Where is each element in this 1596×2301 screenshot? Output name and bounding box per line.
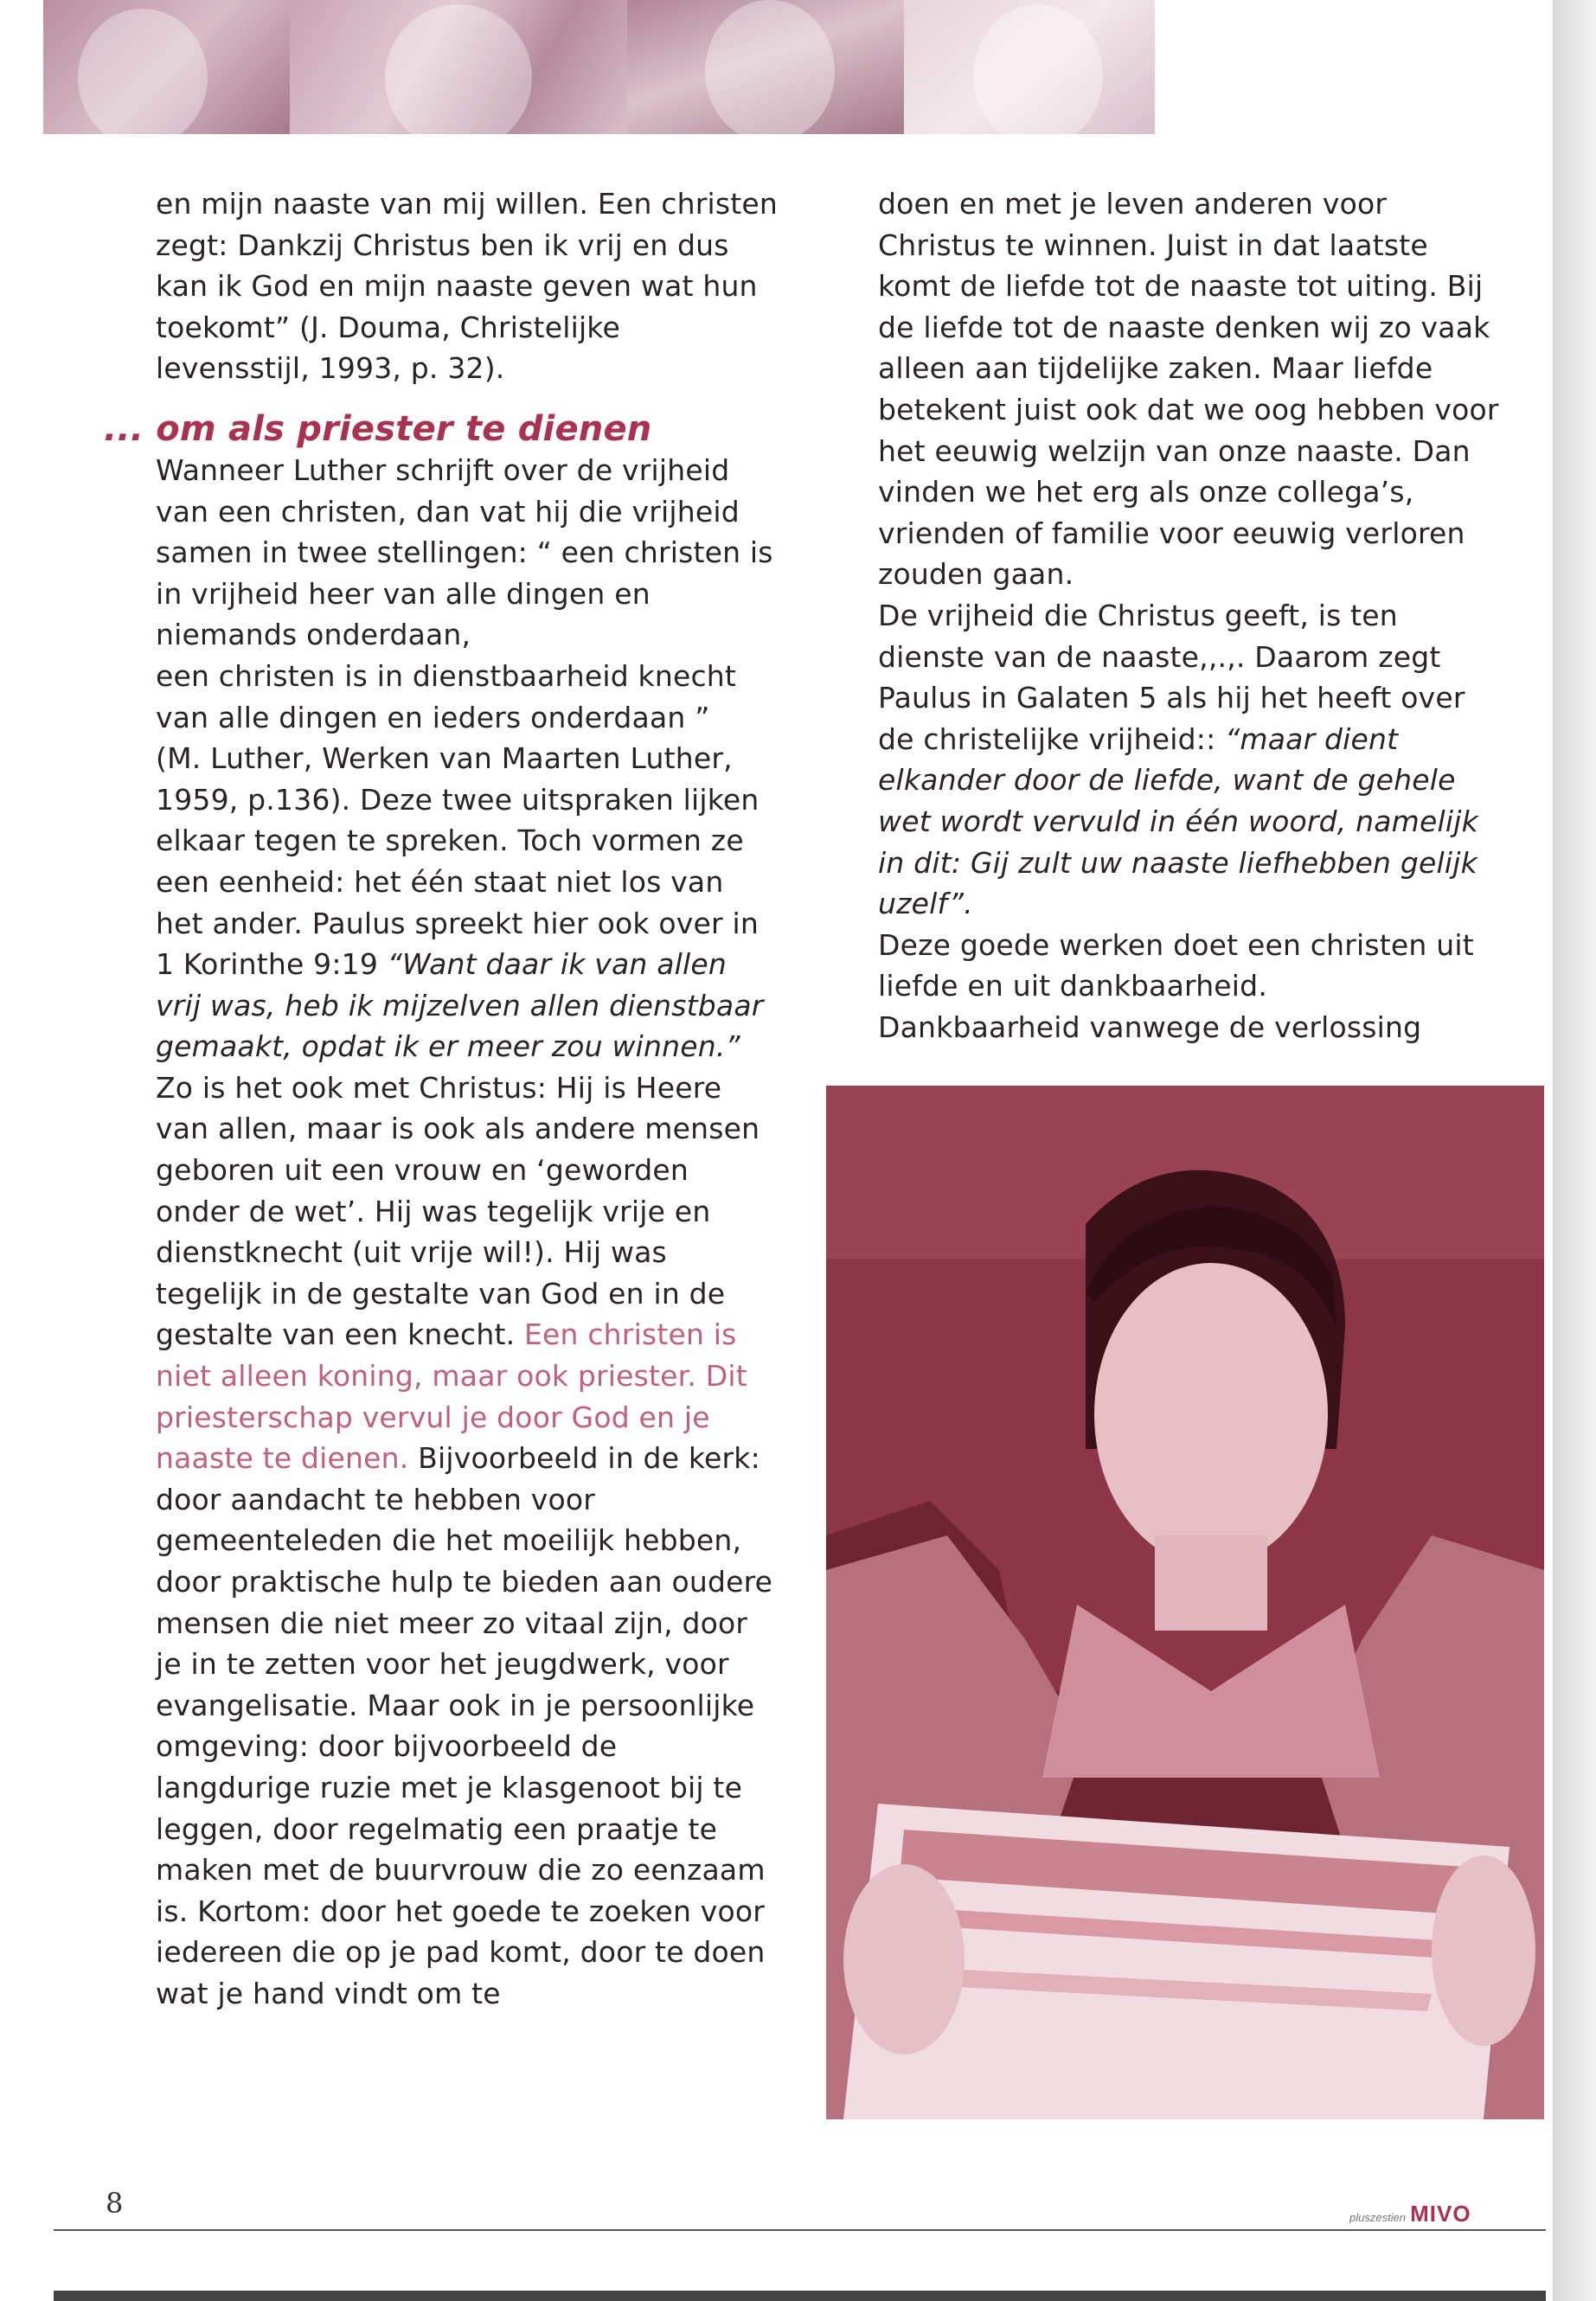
right-column <box>878 183 1505 1048</box>
header-photo-strip <box>43 0 1155 134</box>
banner-photo-2 <box>290 0 627 134</box>
left-paragraph-2a: Wanneer Luther schrijft over de vrijheid van een christen, dan vat hij die vrijheid samen in twee stellingen: “ een christen is in vrijheid heer van alle dingen en niemands onderdaan, <box>156 452 773 652</box>
paragraph-text: Zo is het ook met Christus: Hij is Heere van allen, maar is ook als andere mensen geboren uit een vrouw en ‘geworden onder de wet’. Hij was tegelijk vrije en dienstknecht (uit vrije wil!). Hij was tegelijk in de gestalte van God en in de gestalte van een knecht. <box>156 1070 760 1352</box>
highlighted-text: Een christen is niet alleen koning, maar ook priester. Dit priesterschap vervul je door God en je naaste te dienen. <box>156 1317 747 1476</box>
left-paragraph-1: en mijn naaste van mij willen. Een christen zegt: Dankzij Christus ben ik vrij en dus kan ik God en mijn naaste geven wat hun toekomt” (J. Douma, Christelijke levensstijl, 1993, p. 32). <box>156 187 779 386</box>
banner-photo-3 <box>627 0 904 134</box>
paragraph-text: De vrijheid die Christus geeft, is ten dienste van de naaste,,.,. Daarom zegt Paulus in Galaten 5 als hij het heeft over de christelijke vrijheid:: <box>878 598 1465 756</box>
right-paragraph-3: Deze goede werken doet een christen uit liefde en uit dankbaarheid. <box>878 927 1474 1003</box>
magazine-logo <box>1349 2201 1471 2227</box>
photo-illustration <box>826 1086 1544 2119</box>
logo-brand: MIVO <box>1410 2201 1471 2227</box>
left-paragraph-3 <box>156 738 779 2014</box>
banner-photo-1 <box>43 0 290 134</box>
page-number: 8 <box>106 2187 124 2220</box>
boy-reading-photo <box>826 1086 1544 2119</box>
left-column <box>104 183 779 2015</box>
page-edge <box>1553 0 1596 2301</box>
logo-subtitle: pluszestien <box>1349 2211 1407 2224</box>
right-paragraph-1: doen en met je leven anderen voor Christus te winnen. Juist in dat laatste komt de liefde tot de naaste tot uiting. Bij de liefde tot de naaste denken wij zo vaak alleen aan tijdelijke zaken. Maar liefde betekent juist ook dat we oog hebben voor het eeuwig welzijn van onze naaste. Dan vinden we het erg als onze collega’s, vrienden of familie voor eeuwig verloren zouden gaan. <box>878 187 1499 592</box>
paragraph-text: (M. Luther, Werken van Maarten Luther, 1959, p.136). Deze twee uitspraken lijken elkaar tegen te spreken. Toch vormen ze een eenheid: het één staat niet los van het ander. Paulus spreekt hier ook over in 1 Korinthe 9:19 <box>156 741 760 982</box>
banner-photo-4 <box>904 0 1155 134</box>
right-paragraph-4: Dankbaarheid vanwege de verlossing <box>878 1009 1422 1044</box>
bible-quote: “Want daar ik van allen vrij was, heb ik mijzelven allen dienstbaar gemaakt, opdat ik er meer zou winnen.” <box>156 947 764 1064</box>
left-paragraph-2b: een christen is in dienstbaarheid knecht van alle dingen en ieders onderdaan ” <box>156 658 737 734</box>
bible-quote: “maar dient elkander door de liefde, want de gehele wet wordt vervuld in één woord, namelijk in dit: Gij zult uw naaste liefhebben gelijk uzelf”. <box>878 721 1478 921</box>
paragraph-text: Bijvoorbeeld in de kerk: door aandacht te hebben voor gemeenteleden die het moeilijk hebben, door praktische hulp te bieden aan oudere mensen die niet meer zo vitaal zijn, door je in te zetten voor het jeugdwerk, voor evangelisatie. Maar ook in je persoonlijke omgeving: door bijvoorbeeld de langdurige ruzie met je klasgenoot bij te leggen, door regelmatig een praatje te maken met de buurvrouw die zo eenzaam is. Kortom: door het goede te zoeken voor iedereen die op je pad komt, door te doen wat je hand vindt om te <box>156 1441 773 2010</box>
right-paragraph-2 <box>878 595 1505 925</box>
section-heading: ... om als priester te dienen <box>104 408 652 449</box>
footer-rule <box>54 2229 1546 2231</box>
bottom-edge-bar <box>54 2291 1546 2301</box>
